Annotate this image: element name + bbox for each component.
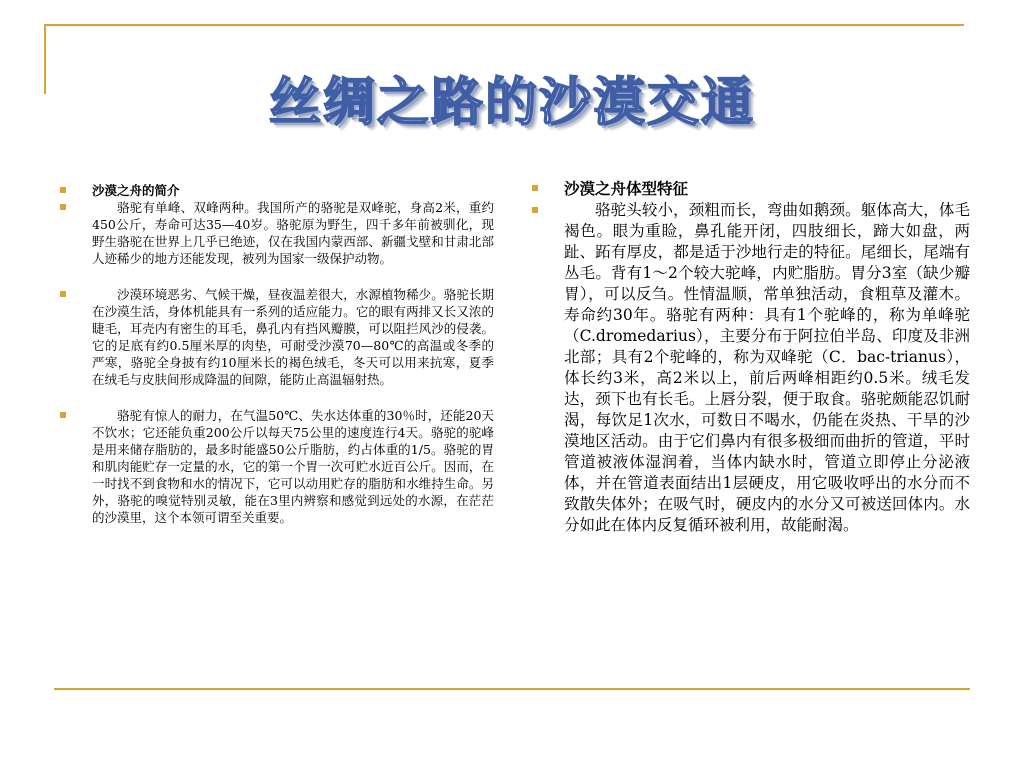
left-paragraph-text: 骆驼有惊人的耐力，在气温50℃、失水达体重的30％时，还能20天不饮水；它还能负重200公斤以每天75公里的速度连行4天。骆驼的驼峰是用来储存脂肪的，最多时能盛50公斤脂肪，约占体重的1/5。骆驼的胃和肌肉能贮存一定量的水，它的第一个胃一次可贮水近百公斤。因而，在一时找不到食物和水的情况下，它可以动用贮存的脂肪和水维持生命。另外，骆驼的嗅觉特别灵敏，能在3里内辨察和感觉到远处的水源，在茫茫的沙漠里，这个本领可谓至关重要。 (92, 408, 494, 525)
left-column (60, 182, 494, 526)
left-paragraph-3 (60, 407, 494, 526)
left-paragraph-1 (60, 199, 494, 267)
left-paragraph-2 (60, 286, 494, 388)
frame-top-rule (44, 24, 964, 26)
right-heading: 沙漠之舟体型特征 (564, 179, 689, 198)
square-bullet-icon (60, 187, 66, 193)
frame-bottom-rule (54, 688, 970, 690)
square-bullet-icon (60, 204, 66, 210)
square-bullet-icon (532, 207, 538, 213)
right-heading-item (532, 178, 970, 200)
left-paragraph-text: 沙漠环境恶劣、气候干燥，昼夜温差很大，水源植物稀少。骆驼长期在沙漠生活，身体机能具有一系列的适应能力。它的眼有两排又长又浓的睫毛，耳壳内有密生的耳毛，鼻孔内有挡风瓣膜，可以阻拦风沙的侵袭。它的足底有约0.5厘米厚的肉垫，可耐受沙漠70—80℃的高温或冬季的严寒，骆驼全身披有约10厘米长的褐色绒毛，冬天可以用来抗寒，夏季在绒毛与皮肤间形成降温的间隙，能防止高温辐射热。 (92, 287, 494, 387)
square-bullet-icon (532, 185, 538, 191)
square-bullet-icon (60, 291, 66, 297)
left-paragraph-text: 骆驼有单峰、双峰两种。我国所产的骆驼是双峰驼，身高2米，重约450公斤，寿命可达35—40岁。骆驼原为野生，四千多年前被驯化，现野生骆驼在世界上几乎已绝迹，仅在我国内蒙西部、新疆戈壁和甘肃北部人迹稀少的地方还能发现，被列为国家一级保护动物。 (92, 200, 494, 266)
left-heading: 沙漠之舟的简介 (92, 183, 180, 198)
right-paragraph (532, 200, 970, 536)
right-column (532, 178, 970, 536)
right-paragraph-text: 骆驼头较小，颈粗而长，弯曲如鹅颈。躯体高大，体毛褐色。眼为重睑，鼻孔能开闭，四肢细长，蹄大如盘，两趾、跖有厚皮，都是适于沙地行走的特征。尾细长，尾端有丛毛。背有1～2个较大驼峰，内贮脂肪。胃分3室（缺少瓣胃），可以反刍。性情温顺，常单独活动，食粗草及灌木。寿命约30年。骆驼有两种：具有1个驼峰的，称为单峰驼（C.dromedarius），主要分布于阿拉伯半岛、印度及非洲北部；具有2个驼峰的，称为双峰驼（C．bac-trianus），体长约3米，高2米以上，前后两峰相距约0.5米。绒毛发达，颈下也有长毛。上唇分裂，便于取食。骆驼颇能忍饥耐渴，每饮足1次水，可数日不喝水，仍能在炎热、干旱的沙漠地区活动。由于它们鼻内有很多极细而曲折的管道，平时管道被液体湿润着，当体内缺水时，管道立即停止分泌液体，并在管道表面结出1层硬皮，用它吸收呼出的水分而不致散失体外；在吸气时，硬皮内的水分又可被送回体内。水分如此在体内反复循环被利用，故能耐渴。 (564, 201, 970, 534)
slide-title: 丝绸之路的沙漠交通 (268, 73, 755, 133)
square-bullet-icon (60, 412, 66, 418)
left-heading-item (60, 182, 494, 199)
